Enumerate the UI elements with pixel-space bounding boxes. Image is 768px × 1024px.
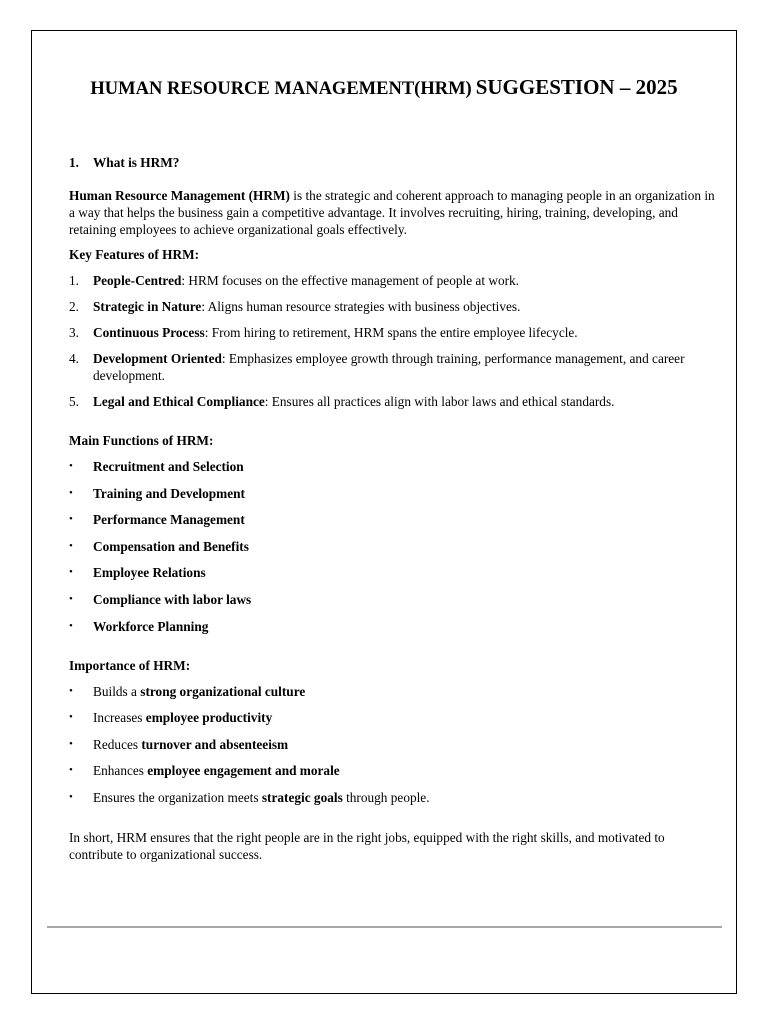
item-emphasis: employee engagement and morale <box>147 763 340 779</box>
list-item <box>69 762 719 779</box>
list-item <box>69 538 719 555</box>
list-item <box>69 393 719 410</box>
list-item <box>69 736 719 753</box>
function-name: Recruitment and Selection <box>93 459 244 474</box>
bullet-icon: • <box>69 513 73 526</box>
main-functions-list <box>69 458 719 635</box>
item-suffix: through people. <box>342 789 430 805</box>
document-body <box>69 154 719 863</box>
key-features-list <box>69 272 719 410</box>
item-number: 3. <box>69 325 79 340</box>
function-name: Compliance with labor laws <box>93 591 252 607</box>
item-prefix: Increases <box>93 710 146 726</box>
item-description: : Aligns human resource strategies with business objectives. <box>201 299 521 314</box>
intro-paragraph <box>69 187 719 238</box>
function-name: Workforce Planning <box>93 618 209 634</box>
conclusion-paragraph: In short, HRM ensures that the right people are in the right jobs, equipped with the right skills, and motivated to contribute to organizational success. <box>69 829 665 862</box>
item-prefix: Builds a <box>93 683 141 699</box>
intro-bold: Human Resource Management (HRM) <box>69 188 290 203</box>
importance-list <box>69 683 719 806</box>
list-item <box>69 564 719 581</box>
item-emphasis: turnover and absenteeism <box>141 736 289 752</box>
item-prefix: Ensures the organization meets <box>93 789 262 805</box>
list-item <box>69 618 719 635</box>
list-item <box>69 683 719 700</box>
item-term: Continuous Process <box>93 325 205 340</box>
list-item <box>69 324 719 341</box>
item-number: 5. <box>69 394 79 409</box>
list-item <box>69 485 719 502</box>
item-term: Strategic in Nature <box>93 299 202 314</box>
question-number: 1. <box>69 155 79 170</box>
item-term: Development Oriented <box>93 351 222 366</box>
page-title <box>31 72 737 105</box>
bullet-icon: • <box>69 737 73 750</box>
item-description: : HRM focuses on the effective management of people at work. <box>181 273 520 288</box>
list-item <box>69 298 719 315</box>
bullet-icon: • <box>69 711 73 724</box>
list-item <box>69 709 719 726</box>
function-name: Compensation and Benefits <box>93 538 249 554</box>
key-features-heading: Key Features of HRM: <box>69 247 200 262</box>
horizontal-divider <box>47 926 722 928</box>
title-part2: SUGGESTION – 2025 <box>475 75 678 99</box>
item-number: 1. <box>69 273 79 288</box>
bullet-icon: • <box>69 684 73 697</box>
importance-heading: Importance of HRM: <box>69 657 191 673</box>
item-term: People-Centred <box>93 273 182 288</box>
question-heading <box>69 154 719 171</box>
item-emphasis: strategic goals <box>261 789 343 805</box>
item-emphasis: employee productivity <box>145 710 273 726</box>
list-item <box>69 591 719 608</box>
item-prefix: Enhances <box>93 763 148 779</box>
function-name: Training and Development <box>93 485 245 501</box>
bullet-icon: • <box>69 592 73 605</box>
item-description: : From hiring to retirement, HRM spans the entire employee lifecycle. <box>204 325 578 340</box>
item-emphasis: strong organizational culture <box>140 683 306 699</box>
intro-text: is the strategic and coherent approach to managing people in an organization in a way that helps the business gain a competitive advantage. It involves recruiting, hiring, training, developing, and retaining employees to achieve organizational goals effectively. <box>69 188 715 237</box>
bullet-icon: • <box>69 539 73 552</box>
question-text: What is HRM? <box>93 155 180 170</box>
item-description: : Emphasizes employee growth through training, performance management, and career development. <box>93 351 685 383</box>
main-functions-heading: Main Functions of HRM: <box>69 433 214 448</box>
item-number: 2. <box>69 299 79 314</box>
bullet-icon: • <box>69 460 73 472</box>
list-item <box>69 272 719 289</box>
bullet-icon: • <box>69 486 73 499</box>
item-description: : Ensures all practices align with labor laws and ethical standards. <box>264 394 615 409</box>
bullet-icon: • <box>69 566 73 579</box>
item-prefix: Reduces <box>93 736 142 752</box>
bullet-icon: • <box>69 764 73 777</box>
function-name: Employee Relations <box>93 565 206 581</box>
list-item <box>69 458 719 475</box>
bullet-icon: • <box>69 619 73 632</box>
item-term: Legal and Ethical Compliance <box>93 394 265 409</box>
function-name: Performance Management <box>93 512 245 528</box>
item-number: 4. <box>69 351 79 366</box>
title-part1: HUMAN RESOURCE MANAGEMENT(HRM) <box>90 79 472 99</box>
list-item <box>69 511 719 528</box>
list-item <box>69 350 719 384</box>
list-item <box>69 789 719 806</box>
bullet-icon: • <box>69 790 73 803</box>
